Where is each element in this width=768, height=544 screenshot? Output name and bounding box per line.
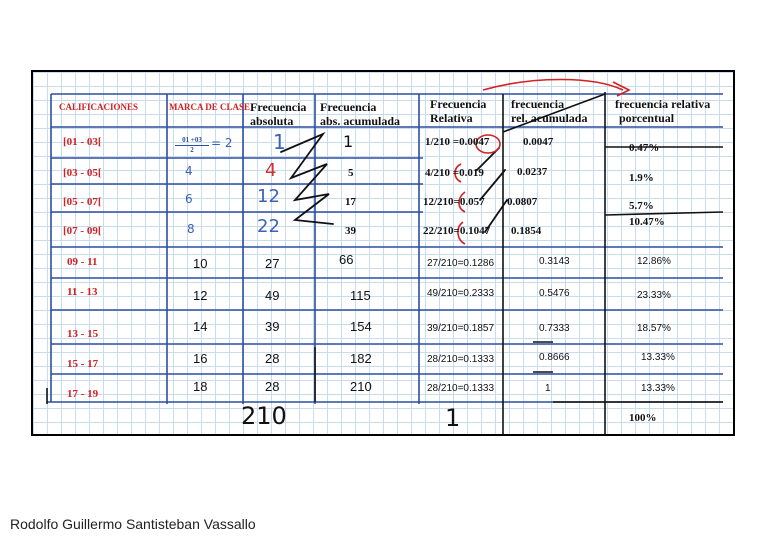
acumulada-2: 5 bbox=[348, 167, 354, 179]
marca-3: 6 bbox=[185, 192, 193, 206]
author-caption: Rodolfo Guillermo Santisteban Vassallo bbox=[10, 516, 256, 532]
marca-7: 14 bbox=[193, 319, 208, 334]
frequency-table-board bbox=[31, 70, 735, 436]
acumulada-4: 39 bbox=[345, 225, 356, 237]
relativa-3: 12/210=0.057 bbox=[423, 196, 485, 208]
relativa-1: 1/210 =0.0047 bbox=[425, 136, 490, 148]
intervalo-8: 15 - 17 bbox=[67, 358, 99, 370]
intervalo-4: [07 - 09[ bbox=[63, 225, 102, 237]
absoluta-7: 39 bbox=[265, 319, 280, 334]
rel-acumulada-4: 0.1854 bbox=[511, 225, 542, 237]
header-relativa-porcentual: frecuencia relativa porcentual bbox=[615, 97, 711, 125]
relativa-5: 27/210=0.1286 bbox=[427, 258, 495, 269]
marca-formula-result: = 2 bbox=[211, 136, 233, 150]
header-frecuencia-absoluta: Frecuencia absoluta bbox=[250, 100, 307, 128]
total-porcentual: 100% bbox=[629, 412, 657, 424]
porcentual-4: 10.47% bbox=[629, 216, 665, 228]
rel-acumulada-7: 0.7333 bbox=[539, 323, 570, 334]
absoluta-4: 22 bbox=[257, 216, 280, 237]
acumulada-5: 66 bbox=[339, 252, 354, 267]
porcentual-8: 13.33% bbox=[641, 352, 675, 363]
porcentual-2: 1.9% bbox=[629, 172, 654, 184]
intervalo-6: 11 - 13 bbox=[67, 286, 98, 298]
header-frecuencia-acumulada: Frecuencia abs. acumulada bbox=[320, 100, 401, 128]
relativa-4: 22/210=0.1047 bbox=[423, 225, 491, 237]
relativa-9: 28/210=0.1333 bbox=[427, 383, 495, 394]
marca-5: 10 bbox=[193, 256, 208, 271]
marca-formula: 01 +03 2 bbox=[175, 136, 209, 155]
porcentual-1: 0.47% bbox=[629, 142, 660, 154]
absoluta-9: 28 bbox=[265, 379, 280, 394]
relativa-6: 49/210=0.2333 bbox=[427, 288, 495, 299]
intervalo-5: 09 - 11 bbox=[67, 256, 98, 268]
header-frecuencia-relativa: Frecuencia Relativa bbox=[430, 97, 487, 125]
porcentual-9: 13.33% bbox=[641, 383, 675, 394]
marca-6: 12 bbox=[193, 288, 208, 303]
relativa-2: 4/210 =0.019 bbox=[425, 167, 484, 179]
header-marca-clase: MARCA DE CLASE bbox=[169, 102, 251, 112]
marca-8: 16 bbox=[193, 351, 208, 366]
marca-2: 4 bbox=[185, 164, 193, 178]
intervalo-7: 13 - 15 bbox=[67, 328, 99, 340]
porcentual-3: 5.7% bbox=[629, 200, 654, 212]
rel-acumulada-2: 0.0237 bbox=[517, 166, 548, 178]
intervalo-2: [03 - 05[ bbox=[63, 167, 102, 179]
acumulada-7: 154 bbox=[350, 319, 372, 334]
intervalo-3: [05 - 07[ bbox=[63, 196, 102, 208]
absoluta-3: 12 bbox=[257, 186, 280, 207]
absoluta-8: 28 bbox=[265, 351, 280, 366]
rel-acumulada-3: 0.0807 bbox=[507, 196, 538, 208]
acumulada-3: 17 bbox=[345, 196, 356, 208]
intervalo-9: 17 - 19 bbox=[67, 388, 99, 400]
header-calificaciones: CALIFICACIONES bbox=[59, 102, 139, 112]
relativa-7: 39/210=0.1857 bbox=[427, 323, 495, 334]
porcentual-7: 18.57% bbox=[637, 323, 671, 334]
rel-acumulada-9: 1 bbox=[545, 383, 551, 394]
acumulada-8: 182 bbox=[350, 351, 372, 366]
header-relativa-acumulada: frecuencia rel. acumulada bbox=[511, 97, 588, 125]
acumulada-9: 210 bbox=[350, 379, 372, 394]
total-relativa: 1 bbox=[445, 404, 461, 432]
absoluta-1: 1 bbox=[273, 130, 286, 154]
marca-9: 18 bbox=[193, 379, 208, 394]
porcentual-6: 23.33% bbox=[637, 290, 671, 301]
absoluta-2: 4 bbox=[265, 160, 277, 181]
porcentual-5: 12.86% bbox=[637, 256, 671, 267]
acumulada-1: 1 bbox=[343, 132, 354, 151]
rel-acumulada-8: 0.8666 bbox=[539, 352, 570, 363]
absoluta-6: 49 bbox=[265, 288, 280, 303]
total-absoluta: 210 bbox=[241, 402, 287, 430]
rel-acumulada-5: 0.3143 bbox=[539, 256, 570, 267]
intervalo-1: [01 - 03[ bbox=[63, 136, 102, 148]
relativa-8: 28/210=0.1333 bbox=[427, 354, 495, 365]
absoluta-5: 27 bbox=[265, 256, 280, 271]
rel-acumulada-6: 0.5476 bbox=[539, 288, 570, 299]
marca-4: 8 bbox=[187, 222, 195, 236]
rel-acumulada-1: 0.0047 bbox=[523, 136, 554, 148]
acumulada-6: 115 bbox=[350, 288, 371, 303]
